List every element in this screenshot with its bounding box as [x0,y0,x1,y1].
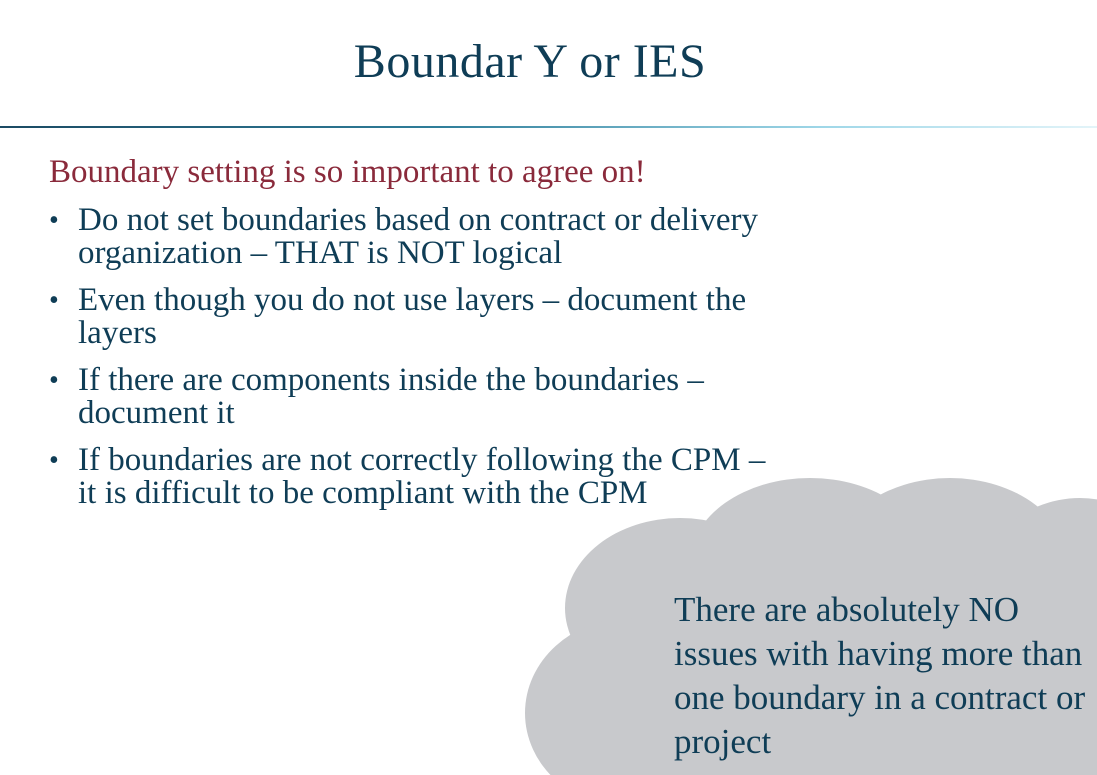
bullet-text: Even though you do not use layers – document the layers [78,282,747,351]
bullet-text: If boundaries are not correctly following the CPM – it is difficult to be compliant with the CPM [78,442,766,511]
bullet-item [49,284,769,350]
bullet-marker: • [49,365,59,396]
callout-text: There are absolutely NO issues with having more than one boundary in a contract or project [674,590,1086,761]
slide-title: Boundar Y or IES [353,35,707,88]
bullet-marker: • [49,285,59,316]
bullet-text: Do not set boundaries based on contract or delivery organization – THAT is NOT logical [78,202,758,271]
bullet-list [49,204,769,524]
intro-text: Boundary setting is so important to agree on! [49,154,646,190]
bullet-marker: • [49,445,59,476]
bullet-marker: • [49,205,59,236]
title-divider [0,126,1097,128]
bullet-item [49,204,769,270]
bullet-item [49,364,769,430]
bullet-text: If there are components inside the boundaries – document it [78,362,704,431]
